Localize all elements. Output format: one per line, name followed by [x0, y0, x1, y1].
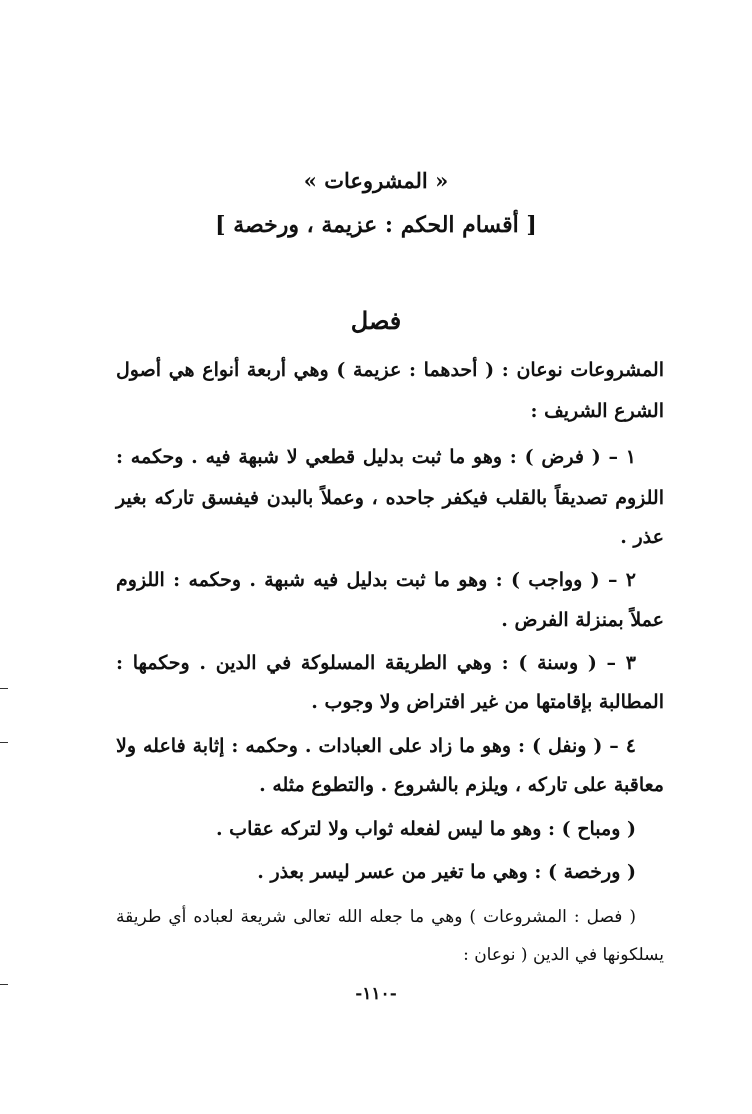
item-1-line-1: ١ – ( فرض ) : وهو ما ثبت بدليل قطعي لا شبهة فيه . وحكمه : [116, 446, 636, 468]
intro-line-1: المشروعات نوعان : ( أحدهما : عزيمة ) وهي أربعة أنواع هي أصول [116, 359, 664, 381]
item-2-line-1: ٢ – ( وواجب ) : وهو ما ثبت بدليل فيه شبهة . وحكمه : اللزوم [116, 569, 636, 591]
margin-mark [0, 742, 8, 743]
intro-line-2: الشرع الشريف : [530, 400, 664, 422]
margin-mark [0, 984, 8, 985]
section-title: « المشروعات » [303, 168, 449, 193]
item-1-line-2: اللزوم تصديقاً بالقلب فيكفر جاحده ، وعملاً بالبدن فيفسق تاركه بغير [116, 487, 664, 509]
page-number: -١١٠- [355, 984, 397, 1004]
margin-mark [0, 688, 8, 689]
rukhsa-line: ( ورخصة ) : وهي ما تغير من عسر ليسر بعذر . [257, 861, 636, 883]
item-4-line-2: معاقبة على تاركه ، ويلزم بالشروع . والتطوع مثله . [259, 774, 664, 796]
chapter-heading: فصل [350, 306, 402, 335]
section-subtitle: [ أقسام الحكم : عزيمة ، ورخصة ] [215, 212, 537, 238]
item-1-line-3: عذر . [620, 526, 664, 548]
mubah-line: ( ومباح ) : وهو ما ليس لفعله ثواب ولا لتركه عقاب . [215, 818, 636, 840]
item-4-line-1: ٤ – ( ونفل ) : وهو ما زاد على العبادات . وحكمه : إثابة فاعله ولا [116, 735, 636, 757]
item-2-line-2: عملاً بمنزلة الفرض . [501, 609, 664, 631]
item-3-line-1: ٣ – ( وسنة ) : وهي الطريقة المسلوكة في الدين . وحكمها : [116, 652, 636, 674]
footnote-line-1: ( فصل : المشروعات ) وهي ما جعله الله تعالى شريعة لعباده أي طريقة [116, 907, 636, 927]
footnote-line-2: يسلكونها في الدين ( نوعان : [463, 945, 664, 965]
item-3-line-2: المطالبة بإقامتها من غير افتراض ولا وجوب . [311, 691, 664, 713]
